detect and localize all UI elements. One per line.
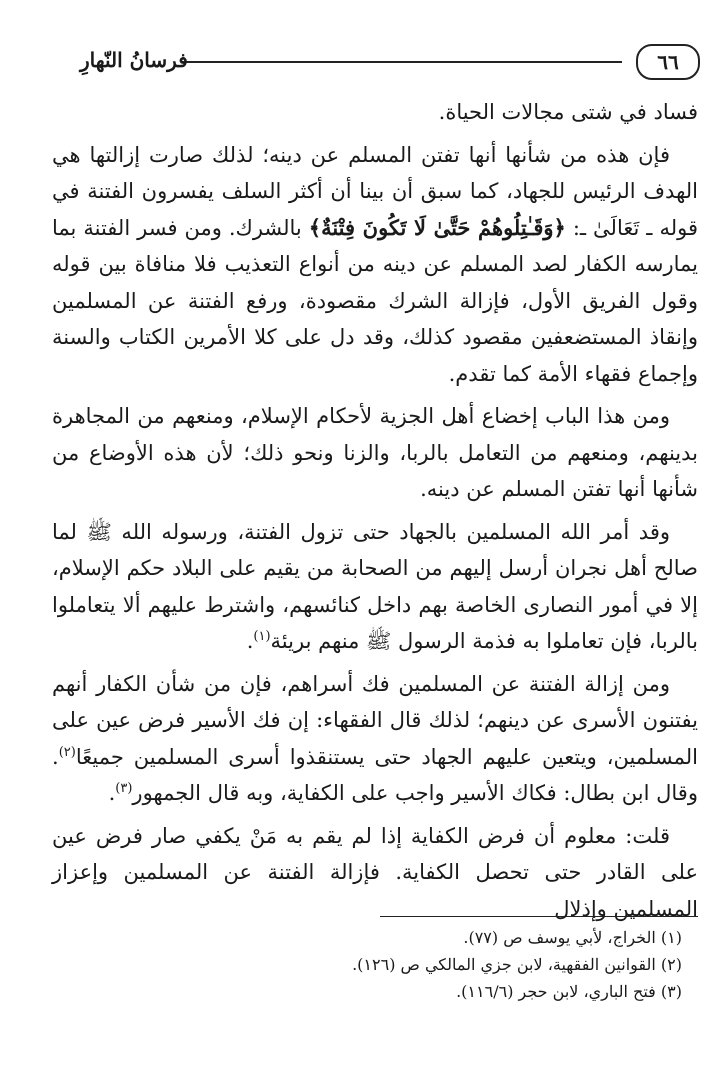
page-number: ٦٦ [636,44,700,80]
footnote-ref[interactable]: (١) [253,629,271,644]
header-rule [182,61,622,63]
paragraph: قلت: معلوم أن فرض الكفاية إذا لم يقم به مَنْ يكفي صار فرض عين على القادر حتى تحصل الكفاية. فإزالة الفتنة عن المسلمين وإعزاز المسلمين وإذلال [52,823,698,921]
footnote: (٢) القوانين الفقهية، لابن جزي المالكي ص (١٢٦). [352,955,682,974]
paragraph-text: وقد أمر الله المسلمين بالجهاد حتى تزول الفتنة، ورسوله الله ﷺ لما صالح أهل نجران أرسل إليهم من الصحابة من يقيم على البلاد حكم الإسلام، إلا في أمور النصارى الخاصة بهم داخل كنائسهم، واشترط عليهم ألا يتعاملوا بالربا، فإن تعاملوا به فذمة الرسول ﷺ منهم بريئة [52,519,698,653]
page-header [50,44,700,78]
footnotes [52,924,698,1005]
footnote-ref[interactable]: (٣) [115,781,133,796]
paragraph: ومن هذا الباب إخضاع أهل الجزية لأحكام الإسلام، ومنعهم من المجاهرة بدينهم، ومنعهم من التعامل بالربا، والزنا ونحو ذلك؛ لأن هذه الأوضاع من شأنها أنها تفتن المسلم عن دينه. [52,404,698,501]
footnote-ref[interactable]: (٢) [58,744,76,760]
paragraph [52,514,698,660]
paragraph-text: . [246,629,254,653]
footnote: (٣) فتح الباري، لابن حجر (١١٦/٦). [456,982,682,1001]
paragraph-text: . وقال ابن بطال: فكاك الأسير واجب على الكفاية، وبه قال الجمهور [52,744,698,805]
quran-verse: ﴿وَقَـٰتِلُوهُمْ حَتَّىٰ لَا تَكُونَ فِتْنَةٌ﴾ [308,214,566,240]
paragraph [52,137,698,393]
paragraph: فساد في شتى مجالات الحياة. [438,100,698,124]
footnote: (١) الخراج، لأبي يوسف ص (٧٧). [463,928,682,947]
paragraph [52,666,698,812]
main-text [52,94,698,933]
paragraph-text: فإن هذه من شأنها أنها تفتن المسلم عن دينه؛ لذلك صارت إزالتها هي الهدف الرئيس للجهاد، كما سبق أن بينا أن أكثر السلف يفسرون الفتنة في قوله ـ تَعَالَىٰ ـ: [52,142,698,240]
paragraph-text: ومن إزالة الفتنة عن المسلمين فك أسراهم، فإن من شأن الكفار أنهم يفتنون الأسرى عن دينهم؛ لذلك قال الفقهاء: إن فك الأسير فرض عين على المسلمين، ويتعين عليهم الجهاد حتى يستنقذوا أسرى المسلمين جميعًا [52,671,698,769]
paragraph-text: بالشرك. ومن فسر الفتنة بما يمارسه الكفار لصد المسلم عن دينه من أنواع التعذيب فلا منافاة بين قوله وقول الفريق الأول، فإزالة [52,215,698,313]
footnote-rule [380,916,698,917]
paragraph-text: الشرك مقصودة، ورفع الفتنة عن المسلمين وإنقاذ المستضعفين مقصود كذلك، وقد دل على كلا الأمرين الكتاب والسنة وإجماع فقهاء الأمة كما تقدم. [52,288,698,386]
paragraph-text: . [108,781,116,805]
book-title: فرسانُ النّهارِ [80,48,188,72]
